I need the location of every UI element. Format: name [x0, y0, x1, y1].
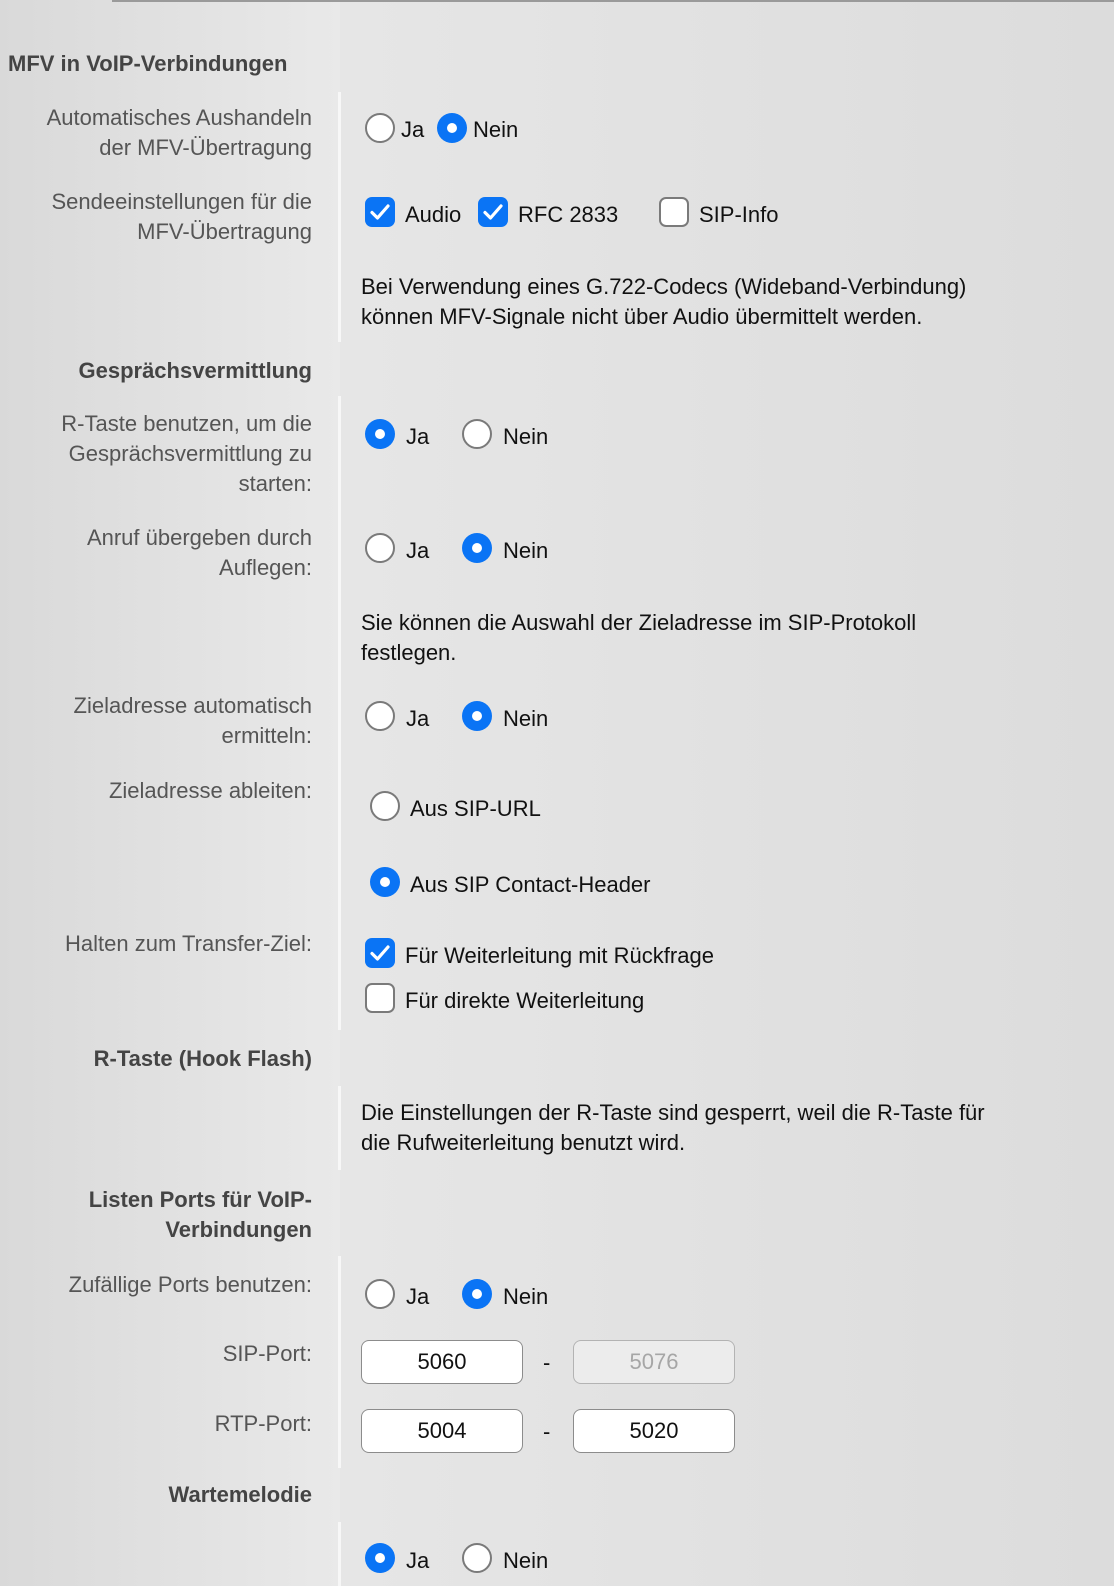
note-g722: Bei Verwendung eines G.722-Codecs (Wideband-Verbindung) können MFV-Signale nicht über Audio übermittelt werden.: [361, 274, 967, 329]
label-auto-aushandeln: Automatisches Aushandeln der MFV-Übertragung: [46, 105, 312, 160]
radio-zufaellige-ports-ja[interactable]: [365, 1279, 395, 1309]
radio-wartemelodie-ja[interactable]: [365, 1543, 395, 1573]
label-zufaellige-ports: Zufällige Ports benutzen:: [68, 1272, 312, 1297]
sip-port-to-input[interactable]: 5076: [573, 1340, 735, 1384]
rtp-port-to-input[interactable]: 5020: [573, 1409, 735, 1453]
section-title-vermittlung: Gesprächsvermittlung: [78, 358, 312, 383]
separator-rtaste: [338, 1086, 341, 1170]
checkbox-weiterleitung-rueckfrage-label[interactable]: Für Weiterleitung mit Rückfrage: [405, 943, 714, 968]
radio-aushandeln-ja[interactable]: [365, 113, 395, 143]
radio-rtaste-nein-label[interactable]: Nein: [503, 424, 549, 449]
separator-vermittlung: [338, 396, 341, 1030]
label-sendeeinstellungen: Sendeeinstellungen für die MFV-Übertragung: [51, 189, 312, 244]
separator-mfv: [338, 92, 341, 342]
checkbox-audio-label[interactable]: Audio: [405, 202, 462, 227]
radio-zufaellige-ports-nein[interactable]: [462, 1279, 492, 1309]
radio-aushandeln-nein-label[interactable]: Nein: [473, 117, 519, 142]
radio-aus-sip-url-label[interactable]: Aus SIP-URL: [410, 796, 541, 821]
radio-aus-sip-url[interactable]: [370, 791, 400, 821]
sip-port-separator: -: [543, 1350, 551, 1375]
checkmark-icon: [478, 197, 508, 227]
radio-wartemelodie-nein[interactable]: [462, 1543, 492, 1573]
radio-zieladresse-nein[interactable]: [462, 701, 492, 731]
rtp-port-from-input[interactable]: 5004: [361, 1409, 523, 1453]
checkbox-weiterleitung-rueckfrage[interactable]: [365, 938, 395, 968]
radio-auflegen-nein-label[interactable]: Nein: [503, 538, 549, 563]
radio-zieladresse-ja-label[interactable]: Ja: [406, 706, 430, 731]
checkbox-sipinfo[interactable]: [659, 197, 689, 227]
checkbox-audio[interactable]: [365, 197, 395, 227]
rtp-port-separator: -: [543, 1419, 551, 1444]
radio-zufaellige-ports-nein-label[interactable]: Nein: [503, 1284, 549, 1309]
separator-ports: [338, 1256, 341, 1468]
section-title-mfv: MFV in VoIP-Verbindungen: [8, 51, 288, 76]
note-rtaste-gesperrt: Die Einstellungen der R-Taste sind gesperrt, weil die R-Taste für die Rufweiterleitung benutzt wird.: [361, 1100, 985, 1155]
radio-zufaellige-ports-ja-label[interactable]: Ja: [406, 1284, 430, 1309]
checkbox-direkte-weiterleitung[interactable]: [365, 983, 395, 1013]
label-rtaste-benutzen: R-Taste benutzen, um die Gesprächsvermittlung zu starten:: [61, 411, 312, 496]
label-halten: Halten zum Transfer-Ziel:: [65, 931, 312, 956]
radio-rtaste-ja-label[interactable]: Ja: [406, 424, 430, 449]
radio-auflegen-nein[interactable]: [462, 533, 492, 563]
radio-zieladresse-nein-label[interactable]: Nein: [503, 706, 549, 731]
separator-wartemelodie: [338, 1522, 341, 1586]
label-zieladresse-ableiten: Zieladresse ableiten:: [108, 778, 312, 803]
checkbox-sipinfo-label[interactable]: SIP-Info: [699, 202, 779, 227]
radio-auflegen-ja[interactable]: [365, 533, 395, 563]
radio-wartemelodie-ja-label[interactable]: Ja: [406, 1548, 430, 1573]
radio-aushandeln-nein[interactable]: [437, 113, 467, 143]
note-zieladresse: Sie können die Auswahl der Zieladresse im SIP-Protokoll festlegen.: [361, 610, 917, 665]
label-rtp-port: RTP-Port:: [214, 1411, 312, 1436]
label-sip-port: SIP-Port:: [222, 1341, 312, 1366]
checkbox-rfc2833[interactable]: [478, 197, 508, 227]
section-title-rtaste: R-Taste (Hook Flash): [93, 1046, 312, 1071]
section-title-wartemelodie: Wartemelodie: [168, 1482, 312, 1507]
radio-zieladresse-ja[interactable]: [365, 701, 395, 731]
label-zieladresse-auto: Zieladresse automatisch ermitteln:: [73, 693, 312, 748]
radio-rtaste-ja[interactable]: [365, 419, 395, 449]
radio-aushandeln-ja-label[interactable]: Ja: [401, 117, 425, 142]
label-anruf-uebergeben: Anruf übergeben durch Auflegen:: [86, 525, 312, 580]
radio-aus-contact-header[interactable]: [370, 867, 400, 897]
checkbox-rfc2833-label[interactable]: RFC 2833: [518, 202, 619, 227]
radio-aus-contact-header-label[interactable]: Aus SIP Contact-Header: [410, 872, 651, 897]
section-title-ports: Listen Ports für VoIP- Verbindungen: [88, 1187, 312, 1242]
checkbox-direkte-weiterleitung-label[interactable]: Für direkte Weiterleitung: [405, 988, 645, 1013]
sip-port-from-input[interactable]: 5060: [361, 1340, 523, 1384]
radio-wartemelodie-nein-label[interactable]: Nein: [503, 1548, 549, 1573]
checkmark-icon: [365, 938, 395, 968]
top-divider: [112, 0, 1114, 2]
radio-rtaste-nein[interactable]: [462, 419, 492, 449]
checkmark-icon: [365, 197, 395, 227]
radio-auflegen-ja-label[interactable]: Ja: [406, 538, 430, 563]
